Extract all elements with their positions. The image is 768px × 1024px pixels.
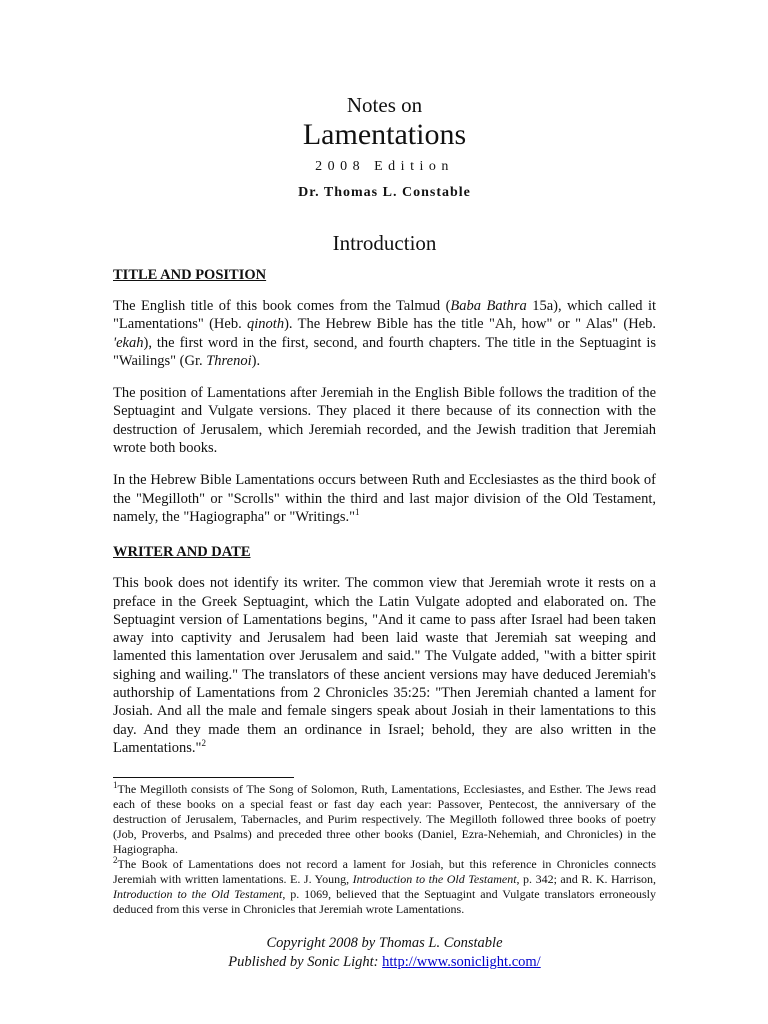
- footnote-1: $^1$The Megilloth consists of The Song of Solomon, Ruth, Lamentations, Ecclesiastes, and Esther. The Jews read each of these books on a special feast or fast day each year: Passover, Pentecost, the anniversary of the destruction of Jerusalem, Tabernacles, and Purim respectively. The Megilloth followed three books of poetry (Job, Proverbs, and Psalms) and preceded three other books (Daniel, Ezra-Nehemiah, and Chronicles) in the Hagiographa.: [113, 780, 656, 857]
- paragraph-writer: This book does not identify its writer. The common view that Jeremiah wrote it rests on a preface in the Greek Septuagint, which the Latin Vulgate adopted and elaborated on. The Septuagint version of Lamentations begins, "And it came to pass after Israel had been taken away into captivity and Jerusalem had been laid waste that Jeremiah sat weeping and lamented this lamentation over Jerusalem and said." The Vulgate added, "with a bitter spirit sighing and wailing." The translators of these ancient versions may have deduced Jeremiah's authorship of Lamentations from 2 Chronicles 35:25: "Then Jeremiah chanted a lament for Josiah. And all the male and female singers speak about Josiah in their lamentations to this day. And they made them an ordinance in Israel; behold, they are also written in the Lamentations."$^2$: [113, 575, 656, 756]
- book-title: Lamentations: [302, 118, 467, 151]
- heading-title-and-position: TITLE AND POSITION: [113, 267, 267, 283]
- soniclight-link[interactable]: http://www.soniclight.com/: [382, 954, 541, 971]
- notes-on-label: Notes on: [346, 93, 423, 117]
- document-page: [113, 92, 656, 972]
- copyright-line: Copyright 2008 by Thomas L. Constable: [266, 935, 503, 952]
- footnote-ref-1[interactable]: 1: [355, 507, 360, 518]
- footnote-number: 2: [113, 855, 118, 866]
- heading-writer-and-date: WRITER AND DATE: [113, 544, 251, 561]
- page-footer: [113, 934, 656, 972]
- author-name: Dr. Thomas L. Constable: [298, 185, 471, 200]
- section-title: Introduction: [332, 231, 437, 255]
- publisher-line: Published by Sonic Light: http://www.soniclight.com/: [228, 954, 541, 971]
- paragraph-position: The position of Lamentations after Jeremiah in the English Bible follows the tradition of the Septuagint and Vulgate versions. They placed it there because of its connection with the destruction of Jerusalem, which Jeremiah recorded, and the Jewish tradition that Jeremiah wrote both books.: [113, 385, 656, 457]
- footnote-2: $^2$The Book of Lamentations does not record a lament for Josiah, but this reference in Chronicles connects Jeremiah with written lamentations. E. J. Young, Introduction to the Old Testament, p. 342; and R. K. Harrison, Introduction to the Old Testament, p. 1069, believed that the Septuagint and Vulgate translators erroneously deduced from this verse in Chronicles that Jeremiah wrote Lamentations.: [113, 855, 656, 917]
- edition-label: 2008 Edition: [315, 159, 454, 174]
- footnote-number: 1: [113, 780, 118, 791]
- footnote-ref-2[interactable]: 2: [201, 738, 206, 749]
- paragraph-title: The English title of this book comes from the Talmud (Baba Bathra 15a), which called it "Lamentations" (Heb. qinoth). The Hebrew Bible has the title "Ah, how" or " Alas" (Heb. 'ekah), the first word in the first, second, and fourth chapters. The title in the Septuagint is "Wailings" (Gr. Threnoi).: [113, 298, 657, 369]
- paragraph-hebrew-bible: In the Hebrew Bible Lamentations occurs between Ruth and Ecclesiastes as the third book of the "Megilloth" or "Scrolls" within the third and last major division of the Old Testament, namely, the "Hagiographa" or "Writings."$^1$: [113, 472, 656, 525]
- footnote-separator: [113, 777, 294, 778]
